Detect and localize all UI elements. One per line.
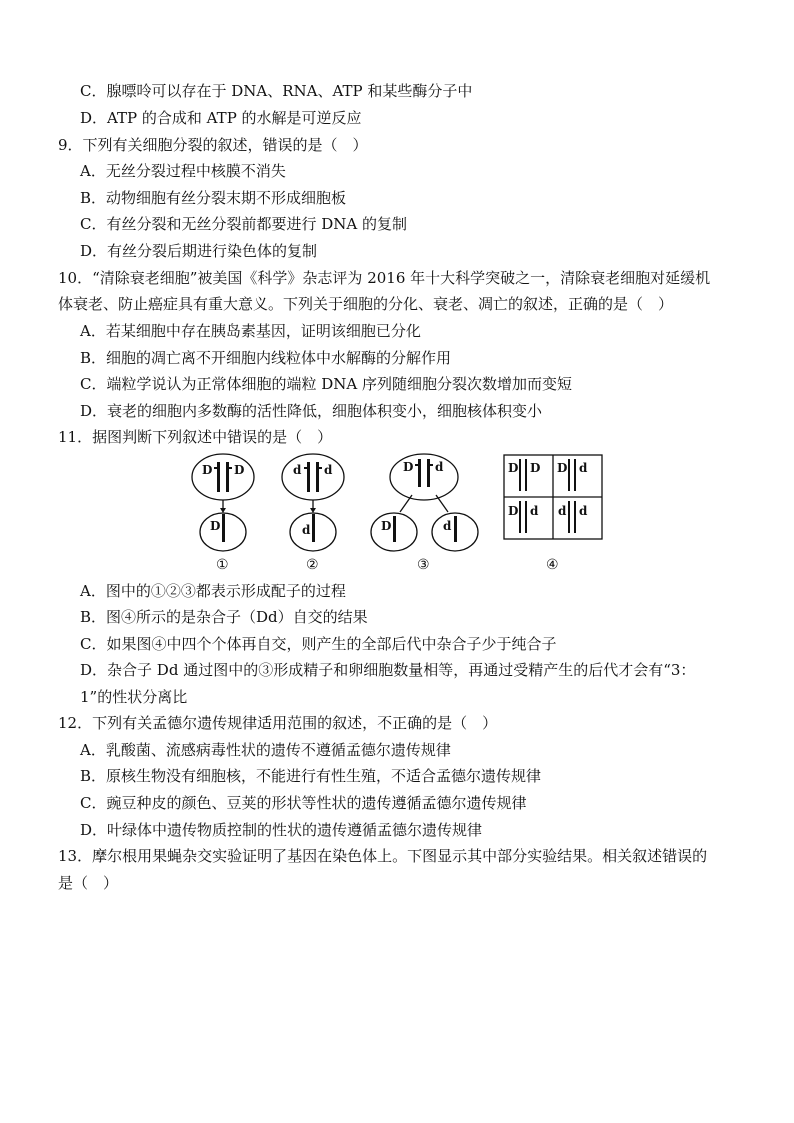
q11-option-d-line2: 1”的性状分离比 [80, 688, 188, 706]
q12-option-c: C．豌豆种皮的颜色、豆荚的形状等性状的遗传遵循孟德尔遗传规律 [80, 794, 527, 812]
q9-option-b: B．动物细胞有丝分裂末期不形成细胞板 [80, 189, 347, 207]
q11-figure-label-3: ③ [417, 557, 430, 573]
q9-stem: 9．下列有关细胞分裂的叙述，错误的是（ ） [58, 136, 368, 154]
q11-fig4-cell2-allele-left: D [557, 461, 568, 475]
q10-stem-line2: 体衰老、防止癌症具有重大意义。下列关于细胞的分化、衰老、凋亡的叙述，正确的是（ ） [58, 295, 674, 313]
q11-figure-label-1: ① [216, 557, 229, 573]
q11-fig3-gamete-right-allele: d [443, 519, 452, 533]
q11-option-d-line1: D．杂合子 Dd 通过图中的③形成精子和卵细胞数量相等，再通过受精产生的后代才会有“3： [80, 661, 696, 679]
q11-fig1-allele-right: D [234, 463, 245, 477]
q9-option-a: A．无丝分裂过程中核膜不消失 [80, 162, 286, 180]
q9-option-d: D．有丝分裂后期进行染色体的复制 [80, 242, 318, 260]
q11-figure-label-2: ② [306, 557, 319, 573]
q13-stem-line2: 是（ ） [58, 874, 119, 892]
q10-option-b: B．细胞的凋亡离不开细胞内线粒体中水解酶的分解作用 [80, 349, 452, 367]
q8-option-d: D．ATP 的合成和 ATP 的水解是可逆反应 [80, 109, 362, 127]
q11-option-a: A．图中的①②③都表示形成配子的过程 [80, 582, 346, 600]
q11-fig2-gamete-allele: d [302, 523, 311, 537]
q11-figure-label-4: ④ [546, 557, 559, 573]
q11-fig4-cell3-allele-right: d [530, 504, 539, 518]
q11-gamete-diagram [180, 452, 620, 577]
q11-fig4-cell4-allele-right: d [579, 504, 588, 518]
q13-stem-line1: 13．摩尔根用果蝇杂交实验证明了基因在染色体上。下图显示其中部分实验结果。相关叙述错误的 [58, 847, 708, 865]
q11-fig4-cell4-allele-left: d [558, 504, 567, 518]
q10-stem-line1: 10．“清除衰老细胞”被美国《科学》杂志评为 2016 年十大科学突破之一，清除衰老细胞对延缓机 [58, 269, 711, 287]
q10-option-a: A．若某细胞中存在胰岛素基因，证明该细胞已分化 [80, 322, 421, 340]
q11-stem: 11．据图判断下列叙述中错误的是（ ） [58, 428, 333, 446]
q11-fig1-gamete-allele: D [210, 519, 221, 533]
q8-option-c: C．腺嘌呤可以存在于 DNA、RNA、ATP 和某些酶分子中 [80, 82, 473, 100]
q12-stem: 12．下列有关孟德尔遗传规律适用范围的叙述，不正确的是（ ） [58, 714, 498, 732]
q11-option-c: C．如果图④中四个个体再自交，则产生的全部后代中杂合子少于纯合子 [80, 635, 557, 653]
q10-option-c: C．端粒学说认为正常体细胞的端粒 DNA 序列随细胞分裂次数增加而变短 [80, 375, 573, 393]
q11-fig1-allele-left: D [202, 463, 213, 477]
q11-fig4-cell3-allele-left: D [508, 504, 519, 518]
q11-fig2-allele-right: d [324, 463, 333, 477]
q11-fig2-allele-left: d [293, 463, 302, 477]
q11-fig3-allele-right: d [435, 460, 444, 474]
q11-option-b: B．图④所示的是杂合子（Dd）自交的结果 [80, 608, 368, 626]
q10-option-d: D．衰老的细胞内多数酶的活性降低，细胞体积变小，细胞核体积变小 [80, 402, 543, 420]
q12-option-a: A．乳酸菌、流感病毒性状的遗传不遵循孟德尔遗传规律 [80, 741, 451, 759]
q11-fig4-cell1-allele-left: D [508, 461, 519, 475]
q9-option-c: C．有丝分裂和无丝分裂前都要进行 DNA 的复制 [80, 215, 407, 233]
q11-fig3-gamete-left-allele: D [381, 519, 392, 533]
q11-fig3-allele-left: D [403, 460, 414, 474]
q11-fig4-cell2-allele-right: d [579, 461, 588, 475]
q12-option-b: B．原核生物没有细胞核，不能进行有性生殖，不适合孟德尔遗传规律 [80, 767, 542, 785]
q11-fig4-cell1-allele-right: D [530, 461, 541, 475]
q12-option-d: D．叶绿体中遗传物质控制的性状的遗传遵循孟德尔遗传规律 [80, 821, 483, 839]
